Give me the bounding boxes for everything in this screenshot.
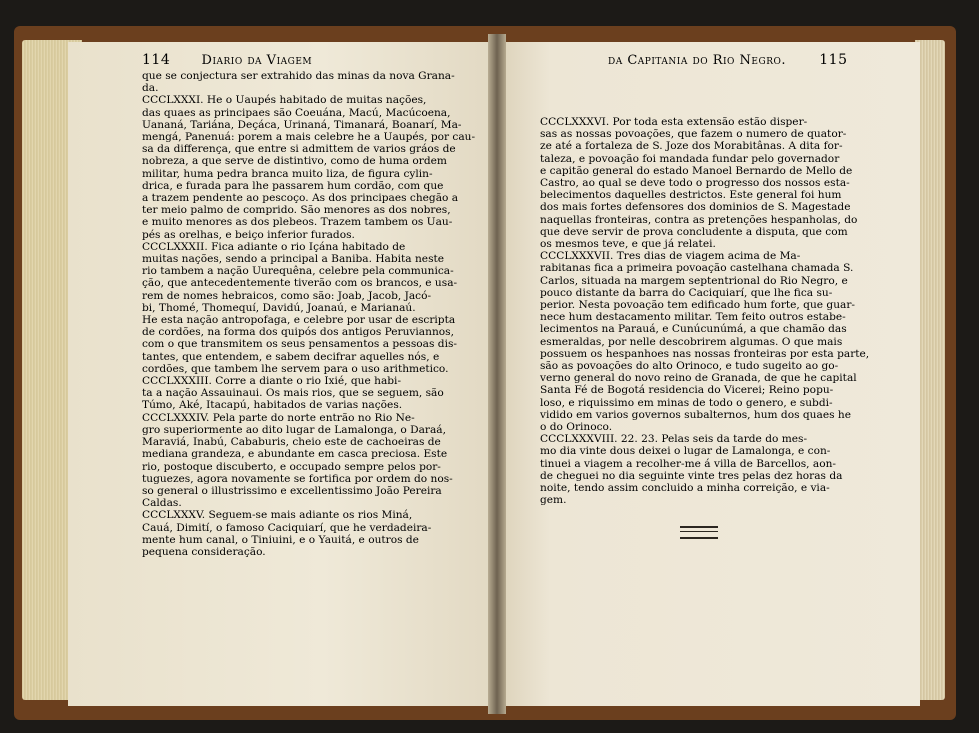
left-page-header xyxy=(142,52,312,68)
text-line: o do Orinoco. xyxy=(540,421,613,434)
text-line: das quaes as principaes são Coeuána, Macú, Macúcoena, xyxy=(142,106,451,119)
text-line: CCCLXXXIII. Corre a diante o rio Ixié, que habi- xyxy=(142,375,402,388)
text-line: e muito menores as dos plebeos. Trazem tambem os Uau- xyxy=(142,216,453,229)
text-line: rabitanas fica a primeira povoação castelhana chamada S. xyxy=(540,262,854,275)
text-line: mo dia vinte dous deixei o lugar de Lamalonga, e con- xyxy=(540,445,831,458)
left-page-text xyxy=(142,70,476,558)
text-line: drica, e furada para lhe passarem hum cordão, com que xyxy=(142,179,444,192)
text-line: taleza, e povoação foi mandada fundar pelo governador xyxy=(540,152,840,165)
text-line: pés as orelhas, e beiço inferior furados. xyxy=(142,228,355,241)
end-ornament xyxy=(680,526,718,539)
text-line: CCCLXXXVI. Por toda esta extensão estão disper- xyxy=(540,116,808,128)
text-line: sa da differença, que entre si admittem de varios gráos de xyxy=(142,143,456,156)
text-line: naquellas fronteiras, contra as pretenções hespanholas, do xyxy=(540,213,858,226)
right-page-text xyxy=(540,116,870,507)
text-line: vidido em varios governos subalternos, hum dos quaes he xyxy=(540,408,851,421)
text-line: são as povoações do alto Orinoco, e tudo sugeito ao go- xyxy=(540,360,839,373)
book-gutter xyxy=(488,34,506,714)
text-line: da. xyxy=(142,82,159,95)
text-line: bi, Thomé, Thomequí, Davidú, Joanaú, e Marianaú. xyxy=(142,301,416,314)
text-line: Cauá, Dimití, o famoso Caciquiarí, que he verdadeira- xyxy=(142,521,432,534)
text-line: belecimentos daquelles destrictos. Este general foi hum xyxy=(540,189,842,202)
text-line: perior. Nesta povoação tem edificado hum forte, que guar- xyxy=(540,299,855,312)
text-line: gro superiormente ao dito lugar de Lamalonga, o Daraá, xyxy=(142,423,446,436)
text-line: He esta nação antropofaga, e celebre por usar de escripta xyxy=(142,314,456,327)
text-line: CCCLXXXIV. Pela parte do norte entrão no Rio Ne- xyxy=(142,411,415,424)
text-line: Carlos, situada na margem septentrional do Rio Negro, e xyxy=(540,274,848,287)
text-line: verno general do novo reino de Granada, de que he capital xyxy=(540,372,857,385)
text-line: nobreza, a que serve de distintivo, como de huma ordem xyxy=(142,155,447,168)
text-line: cordões, que tambem lhe servem para o uso arithmetico. xyxy=(142,362,449,375)
text-line: os mesmos teve, e que já relatei. xyxy=(540,238,716,251)
text-line: CCCLXXXII. Fica adiante o rio Içána habitado de xyxy=(142,240,406,253)
text-line: Uananá, Tariána, Deçáca, Urinaná, Timanará, Boanarí, Ma- xyxy=(142,118,462,131)
text-line: Caldas. xyxy=(142,497,182,510)
right-running-head: da Capitania do Rio Negro. xyxy=(608,53,786,68)
text-line: CCCLXXXVII. Tres dias de viagem acima de Ma- xyxy=(540,250,801,263)
text-line: muitas nações, sendo a principal a Baniba. Habita neste xyxy=(142,253,445,266)
text-line: gem. xyxy=(540,494,567,507)
right-page-number: 115 xyxy=(819,52,848,68)
text-line: sas as nossas povoações, que fazem o numero de quator- xyxy=(540,128,847,141)
text-line: Santa Fé de Bogotá residencia do Vicerei; Reino popu- xyxy=(540,384,834,397)
text-line: Maraviá, Inabú, Cababuris, cheio este de cachoeiras de xyxy=(142,436,441,449)
text-line: loso, e riquissimo em minas de todo o genero, e subdi- xyxy=(540,396,833,409)
text-line: que deve servir de prova concludente a disputa, que com xyxy=(540,225,848,238)
text-line: lecimentos na Parauá, e Cunúcunúmá, a que chamão das xyxy=(540,323,847,336)
text-line: ze até a fortaleza de S. Joze dos Morabitânas. A dita for- xyxy=(540,140,843,153)
left-running-head: Diario da Viagem xyxy=(201,53,313,68)
text-line: tinuei a viagem a recolher-me á villa de Barcellos, aon- xyxy=(540,457,837,470)
text-line: que se conjectura ser extrahido das minas da nova Grana- xyxy=(142,70,455,82)
text-line: com o que transmitem os seus pensamentos a pessoas dis- xyxy=(142,338,457,351)
text-line: rio, postoque discuberto, e occupado sempre pelos por- xyxy=(142,460,441,473)
text-line: so general o illustrissimo e excellentissimo João Pereira xyxy=(142,484,442,497)
text-line: CCCLXXXVIII. 22. 23. Pelas seis da tarde do mes- xyxy=(540,433,808,446)
text-line: CCCLXXXI. He o Uaupés habitado de muitas nações, xyxy=(142,94,427,107)
text-line: ta a nação Assauinaui. Os mais rios, que se seguem, são xyxy=(142,387,444,400)
text-line: ção, que antecedentemente tiverão com os brancos, e usa- xyxy=(142,277,458,290)
text-line: pequena consideração. xyxy=(142,545,266,558)
text-line: militar, huma pedra branca muito liza, de figura cylin- xyxy=(142,167,433,180)
text-line: mediana grandeza, e abundante em casca preciosa. Este xyxy=(142,448,448,461)
text-line: nece hum destacamento militar. Tem feito outros estabe- xyxy=(540,311,846,324)
text-line: CCCLXXXV. Seguem-se mais adiante os rios Miná, xyxy=(142,509,413,522)
text-line: mente hum canal, o Tiniuini, e o Yauitá, e outros de xyxy=(142,533,419,546)
text-line: a trazem pendente ao pescoço. As dos principaes chegão a xyxy=(142,192,459,205)
text-line: tuguezes, agora novamente se fortifica por ordem do nos- xyxy=(142,472,453,485)
text-line: dos mais fortes defensores dos dominios de S. Magestade xyxy=(540,201,851,214)
text-line: Castro, ao qual se deve todo o progresso dos nossos esta- xyxy=(540,177,850,190)
text-line: rio tambem a nação Uurequêna, celebre pela communica- xyxy=(142,265,454,278)
text-line: mengá, Panenuá: porem a mais celebre he a Uaupés, por cau- xyxy=(142,131,476,144)
text-line: e capitão general do estado Manoel Bernardo de Mello de xyxy=(540,164,853,177)
text-line: de cheguei no dia seguinte vinte tres pelas dez horas da xyxy=(540,469,843,482)
text-line: ter meio palmo de comprido. São menores as dos nobres, xyxy=(142,204,451,217)
right-page-header xyxy=(608,52,848,68)
left-page-number: 114 xyxy=(142,52,171,68)
text-line: noite, tendo assim concluido a minha correição, e via- xyxy=(540,482,830,495)
text-line: tantes, que entendem, e sabem decifrar aquelles nós, e xyxy=(142,350,440,363)
text-line: Túmo, Aké, Itacapú, habitados de varias nações. xyxy=(142,399,403,412)
text-line: de cordões, na forma dos quipós dos antigos Peruviannos, xyxy=(142,326,454,339)
text-line: esmeraldas, por nelle descobrirem algumas. O que mais xyxy=(540,335,843,348)
text-line: possuem os hespanhoes nas nossas fronteiras por esta parte, xyxy=(540,347,870,360)
text-line: pouco distante da barra do Caciquiarí, que lhe fica su- xyxy=(540,286,833,299)
text-line: rem de nomes hebraicos, como são: Joab, Jacob, Jacó- xyxy=(142,289,432,302)
